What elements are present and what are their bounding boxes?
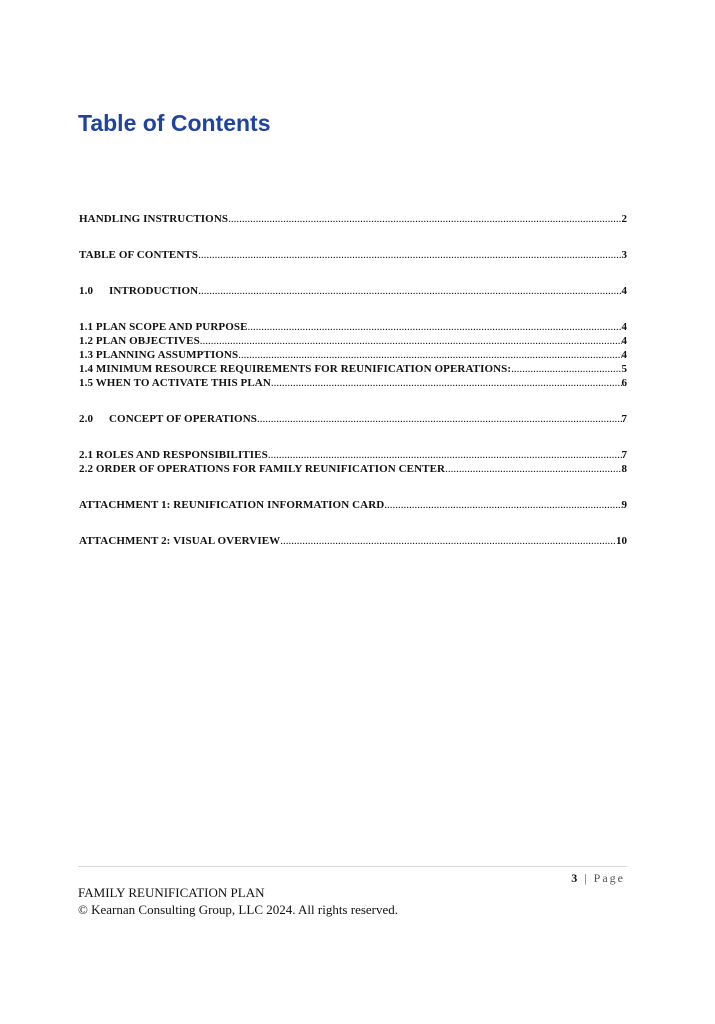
dot-leader: [257, 412, 622, 426]
dot-leader: [511, 362, 621, 376]
toc-entry-page: 9: [621, 499, 627, 511]
toc-entry-attachment-2[interactable]: [79, 534, 627, 548]
toc-entry-page: 4: [621, 321, 627, 333]
toc-entry-plan-objectives[interactable]: [79, 334, 627, 348]
section-number: 2.0: [79, 413, 94, 425]
toc-entry-page: 2: [621, 213, 627, 225]
section-title: CONCEPT OF OPERATIONS: [109, 413, 257, 425]
section-number: 1.0: [79, 285, 94, 297]
toc-entry-when-to-activate[interactable]: [79, 376, 627, 390]
toc-entry-page: 6: [621, 377, 627, 389]
toc-entry-label: [79, 412, 257, 426]
toc-entry-introduction[interactable]: [79, 284, 627, 298]
footer-copyright: © Kearnan Consulting Group, LLC 2024. All rights reserved.: [78, 902, 399, 917]
toc-entry-order-of-operations[interactable]: [79, 462, 627, 476]
page-title: Table of Contents: [78, 110, 271, 136]
page-number-separator: |: [584, 871, 589, 885]
dot-leader: [280, 534, 616, 548]
toc-entry-page: 7: [621, 413, 627, 425]
toc-entry-minimum-resource-requirements[interactable]: [79, 362, 627, 376]
toc-entry-planning-assumptions[interactable]: [79, 348, 627, 362]
toc-entry-label: ATTACHMENT 1: REUNIFICATION INFORMATION CARD: [79, 499, 385, 511]
toc-entry-page: 7: [621, 449, 627, 461]
dot-leader: [445, 462, 621, 476]
toc-entry-table-of-contents[interactable]: [79, 248, 627, 262]
toc-entry-label: HANDLING INSTRUCTIONS: [79, 213, 229, 225]
dot-leader: [238, 348, 621, 362]
toc-entry-page: 8: [621, 463, 627, 475]
toc-entry-roles-and-responsibilities[interactable]: [79, 448, 627, 462]
toc-entry-label: ATTACHMENT 2: VISUAL OVERVIEW: [79, 535, 281, 547]
toc-entry-page: 4: [621, 349, 627, 361]
toc-entry-label: 2.2 ORDER OF OPERATIONS FOR FAMILY REUNIFICATION CENTER: [79, 463, 446, 475]
page-word: Page: [593, 871, 625, 885]
toc-entry-page: 5: [621, 363, 627, 375]
toc-entry-scope-and-purpose[interactable]: [79, 320, 627, 334]
footer-divider: [78, 866, 627, 867]
toc-entry-label: TABLE OF CONTENTS: [79, 249, 199, 261]
toc-entry-label: [79, 284, 198, 298]
page-number-value: 3: [571, 871, 580, 885]
toc-entry-page: 4: [621, 335, 627, 347]
section-title: INTRODUCTION: [109, 285, 199, 297]
dot-leader: [248, 320, 622, 334]
toc-entry-label: 1.3 PLANNING ASSUMPTIONS: [79, 349, 239, 361]
toc-entry-attachment-1[interactable]: [79, 498, 627, 512]
dot-leader: [198, 248, 621, 262]
dot-leader: [384, 498, 621, 512]
footer-document-title: FAMILY REUNIFICATION PLAN: [78, 885, 265, 900]
page-number: [571, 871, 625, 886]
toc-entry-label: 1.5 WHEN TO ACTIVATE THIS PLAN: [79, 377, 271, 389]
table-of-contents: [79, 212, 627, 548]
toc-entry-page: 3: [621, 249, 627, 261]
dot-leader: [198, 284, 621, 298]
dot-leader: [200, 334, 622, 348]
toc-entry-label: 2.1 ROLES AND RESPONSIBILITIES: [79, 449, 268, 461]
toc-entry-label: 1.4 MINIMUM RESOURCE REQUIREMENTS FOR REUNIFICATION OPERATIONS:: [79, 363, 512, 375]
dot-leader: [271, 376, 622, 390]
toc-entry-label: 1.1 PLAN SCOPE AND PURPOSE: [79, 321, 248, 333]
dot-leader: [268, 448, 622, 462]
toc-entry-label: 1.2 PLAN OBJECTIVES: [79, 335, 200, 347]
dot-leader: [228, 212, 621, 226]
toc-entry-page: 10: [616, 535, 627, 547]
toc-entry-concept-of-operations[interactable]: [79, 412, 627, 426]
toc-entry-page: 4: [621, 285, 627, 297]
toc-entry-handling-instructions[interactable]: [79, 212, 627, 226]
